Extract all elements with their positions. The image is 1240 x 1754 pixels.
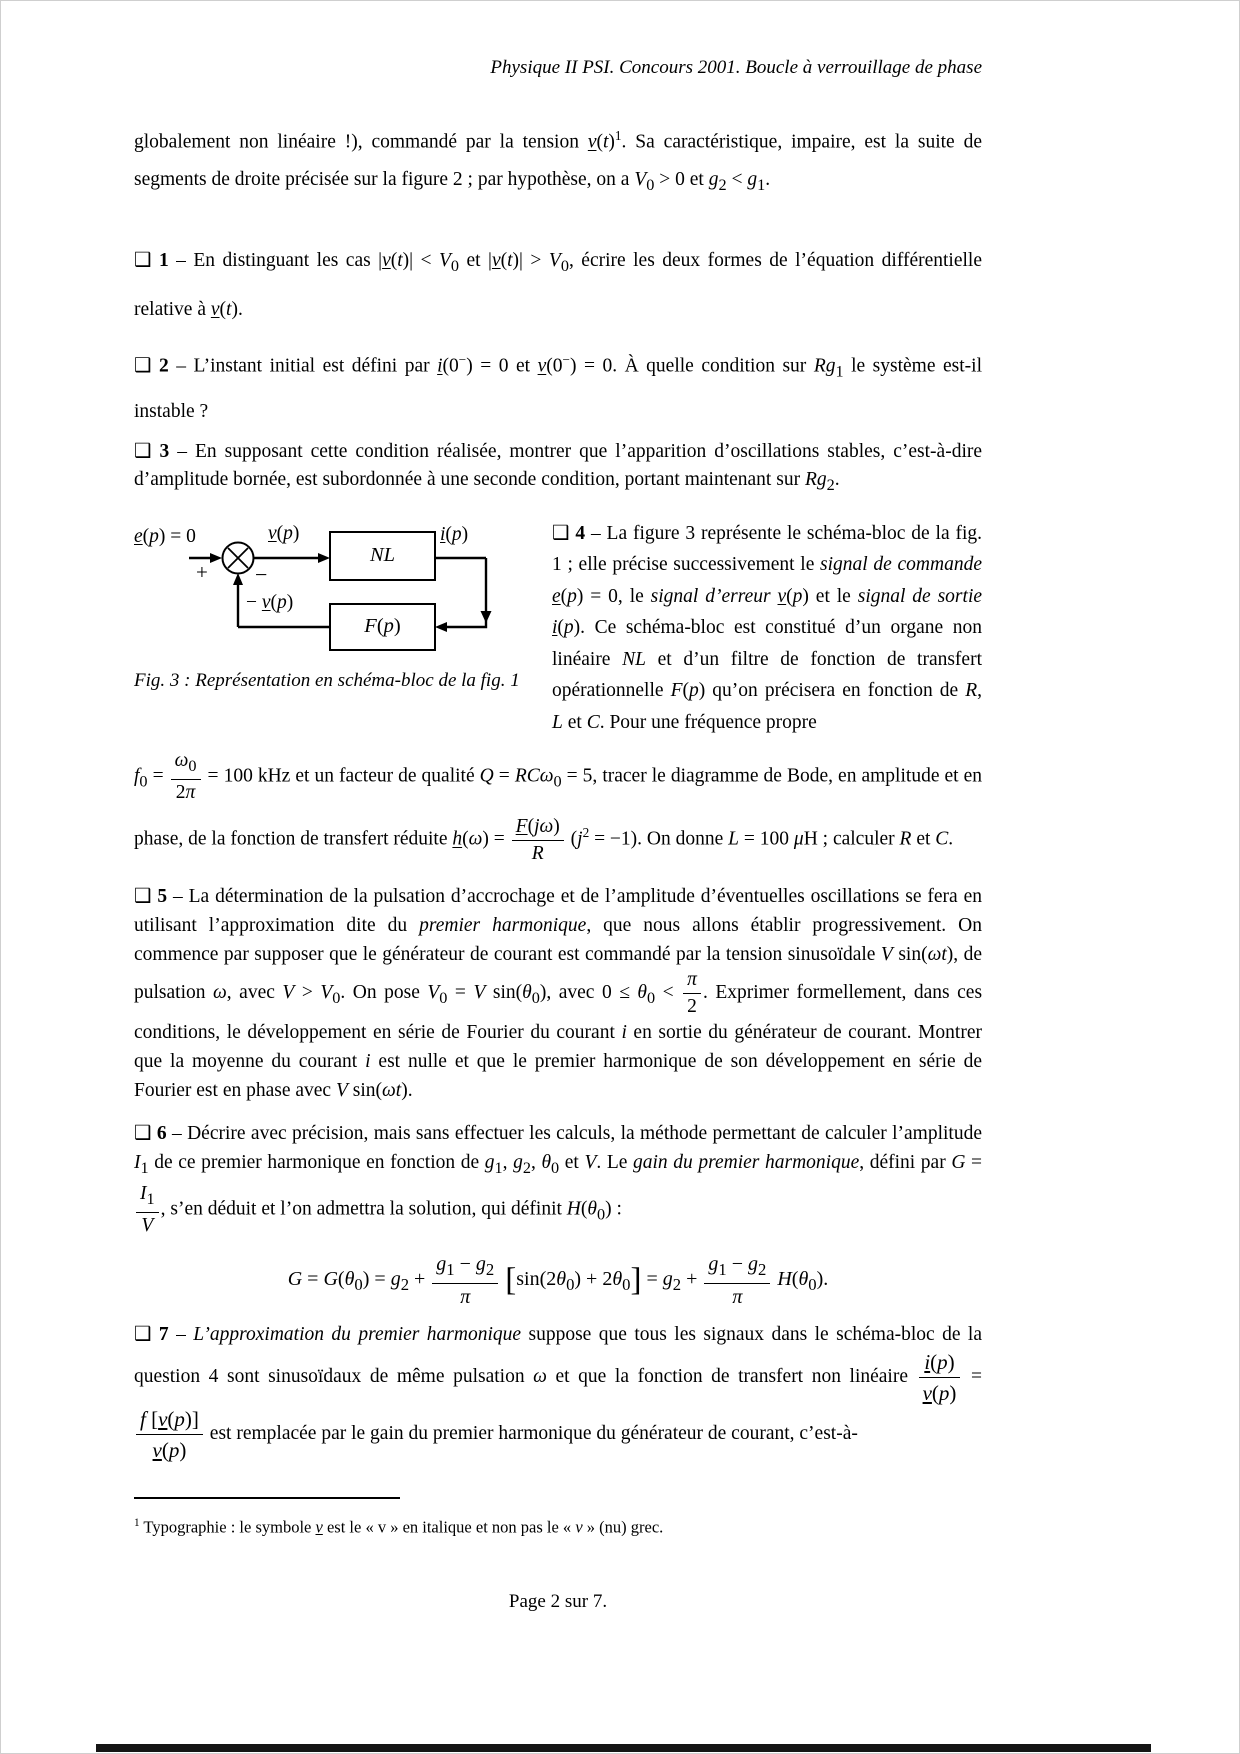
scan-artifact-bar: [96, 1744, 1151, 1752]
label-feedback-v: − v(p): [246, 591, 294, 613]
question-4: ❑ 4 – La figure 3 représente le schéma-bloc de la fig. 1 ; elle précise successivement le signal de commande e(p) = 0, le signal d’erreur v(p) et le signal de sortie i(p). Ce schéma-bloc est constitué d’un organe non linéaire NL et d’un filtre de fonction de transfert opérationnelle F(p) qu’on précisera en fonction de R, L et C. Pour une fréquence propre: [552, 522, 983, 733]
minus-sign: −: [255, 561, 268, 587]
label-v-p: v(p): [268, 522, 300, 544]
question-7: ❑ 7 – L’approximation du premier harmonique suppose que tous les signaux dans le schéma-bloc de la question 4 sont sinusoïdaux de même pulsation ω et que la fonction de transfert non linéaire $\frac{i(p)}{v(p)}$ = $\frac{f [v(p)]}{v(p)}$ est remplacée par le gain du premier harmonique du générateur de courant, c’est-à-: [134, 1323, 983, 1462]
filter-block-label: F ( p ): [364, 615, 401, 638]
question-6: ❑ 6 – Décrire avec précision, mais sans effectuer les calculs, la méthode permettant de calculer l’amplitude $I_1$ de ce premier harmonique en fonction de $g_1$, $g_2$, $\theta_0$ et V. Le gain du premier harmonique, défini par G = $\frac{I_1}{V}$ , s’en déduit et l’on admettra la solution, qui définit $H(\theta_0)$ :: [134, 1122, 983, 1236]
nl-block-label: NL: [369, 544, 396, 567]
summing-junction: [223, 542, 254, 573]
figure-and-question4-row: [134, 518, 982, 739]
paragraph-f0-bode: $f_0$ = $\frac{\omega_0}{2\pi}$ = 100 kHz et un facteur de qualité Q = RCω$_0$ = 5, tracer le diagramme de Bode, en amplitude et en phase, de la fonction de transfert réduite h(ω) = $\frac{F(j\omega)}{R}$ $(j^2 = -1)$. On donne L = 100 μH ; calculer R et C.: [134, 750, 983, 864]
footnote: $^1$ Typographie : le symbole v est le « v » en italique et non pas le « ν » (nu) grec.: [134, 1516, 664, 1537]
gain-equation: $G = G(\theta_0) = g_2$ + $\frac{g_1 - g_2}{\pi}$ $[\sin(2\theta_0) + 2\theta_0] = g_2$ + $\frac{g_1 - g_2}{\pi}$ $H(\theta_0)$.: [287, 1252, 829, 1308]
question-3: ❑ 3 – En supposant cette condition réalisée, montrer que l’apparition d’oscillations stables, c’est-à-dire d’amplitude bornée, est subordonnée à une seconde condition, portant maintenant sur $Rg_2$.: [134, 440, 983, 495]
question-1: ❑ 1 – En distinguant les cas $|v(t)| < V_0$ et $|v(t)| > V_0$, écrire les deux formes de l’équation différentielle relative à v(t).: [134, 250, 982, 321]
footnote-rule: [134, 1497, 400, 1499]
figure-3: [134, 518, 540, 692]
question-5: ❑ 5 – La détermination de la pulsation d’accrochage et de l’amplitude d’éventuelles oscillations se fera en utilisant l’approximation dite du premier harmonique, que nous allons établir progressivement. On commence par supposer que le générateur de courant est commandé par la tension sinusoïdale V sin(ωt), de pulsation ω, avec $V > V_0$. On pose $V_0 = V$ $\sin(\theta_0)$, avec $0 \le \theta_0$ < $\frac{\pi}{2}$ . Exprimer formellement, dans ces conditions, le développement en série de Fourier du courant i en sortie du générateur de courant. Montrer que la moyenne du courant i est nulle et que le premier harmonique de son développement en série de Fourier est en phase avec V sin(ωt).: [134, 885, 983, 1101]
block-diagram: [134, 518, 540, 658]
question-4-column: [540, 518, 982, 739]
question-2: ❑ 2 – L’instant initial est défini par i(0−) = 0 et v(0−) = 0. À quelle condition sur $Rg_1$ le système est-il instable ?: [134, 352, 982, 422]
figure-caption: Fig. 3 : Représentation en schéma-bloc de la fig. 1: [134, 669, 520, 691]
plus-sign: +: [196, 559, 208, 584]
label-i-p: i(p): [440, 523, 469, 545]
page-number: Page 2 sur 7.: [508, 1591, 608, 1613]
page-content: [134, 1, 982, 1613]
label-input-e-p: e(p) = 0: [134, 525, 196, 547]
intro-paragraph: globalement non linéaire !), commandé par la tension $v(t)^1$. Sa caractéristique, impaire, est la suite de segments de droite précisée sur la figure 2 ; par hypothèse, on a $V_0 > 0$ et $g_2 < g_1$.: [134, 128, 982, 194]
running-header: Physique II PSI. Concours 2001. Boucle à verrouillage de phase: [490, 57, 982, 78]
